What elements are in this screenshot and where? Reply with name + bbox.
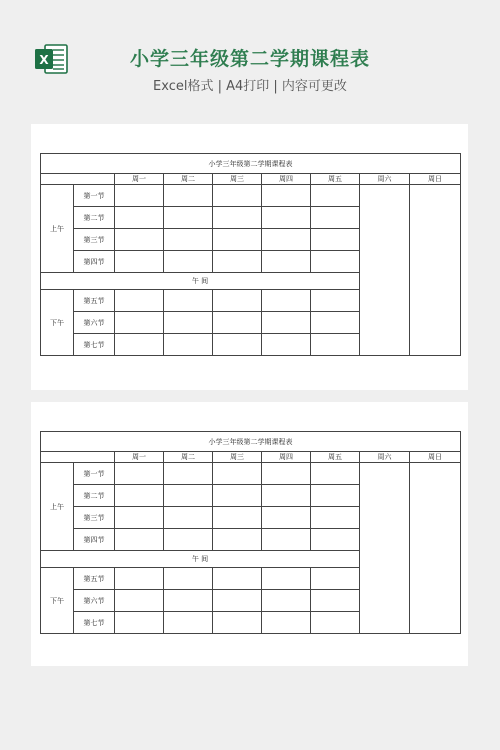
day-header: 周日: [410, 452, 461, 463]
day-header: 周四: [262, 452, 311, 463]
period-label: 第四节: [74, 529, 115, 551]
schedule-sheet: [40, 431, 460, 634]
afternoon-label: 下午: [41, 568, 74, 634]
class-cell[interactable]: [311, 334, 360, 356]
class-cell[interactable]: [115, 229, 164, 251]
period-label: 第七节: [74, 334, 115, 356]
noon-label: 午 间: [41, 551, 360, 568]
day-header-row: [41, 452, 461, 463]
day-header: 周三: [213, 452, 262, 463]
preview-card-2: [31, 402, 468, 666]
class-cell[interactable]: [115, 334, 164, 356]
class-cell[interactable]: [311, 507, 360, 529]
class-cell[interactable]: [311, 529, 360, 551]
class-cell[interactable]: [213, 590, 262, 612]
saturday-cell[interactable]: [360, 185, 410, 356]
afternoon-label: 下午: [41, 290, 74, 356]
class-cell[interactable]: [213, 507, 262, 529]
class-cell[interactable]: [311, 612, 360, 634]
class-cell[interactable]: [262, 251, 311, 273]
class-cell[interactable]: [115, 507, 164, 529]
class-cell[interactable]: [213, 529, 262, 551]
class-cell[interactable]: [262, 312, 311, 334]
corner-cell: [41, 452, 115, 463]
day-header: 周四: [262, 174, 311, 185]
class-cell[interactable]: [262, 334, 311, 356]
page-subtitle: Excel格式 | A4打印 | 内容可更改: [153, 79, 347, 94]
period-label: 第四节: [74, 251, 115, 273]
page-header: [0, 0, 500, 110]
class-cell[interactable]: [262, 529, 311, 551]
class-cell[interactable]: [213, 568, 262, 590]
class-cell[interactable]: [164, 529, 213, 551]
table-row: [41, 463, 461, 485]
class-cell[interactable]: [164, 229, 213, 251]
class-cell[interactable]: [213, 485, 262, 507]
corner-cell: [41, 174, 115, 185]
class-cell[interactable]: [262, 207, 311, 229]
class-cell[interactable]: [311, 485, 360, 507]
period-label: 第一节: [74, 185, 115, 207]
day-header: 周六: [360, 174, 410, 185]
class-cell[interactable]: [213, 334, 262, 356]
schedule-title: 小学三年级第二学期课程表: [41, 154, 461, 174]
period-label: 第一节: [74, 463, 115, 485]
class-cell[interactable]: [115, 251, 164, 273]
schedule-table: [40, 153, 461, 356]
class-cell[interactable]: [164, 185, 213, 207]
class-cell[interactable]: [262, 463, 311, 485]
day-header: 周日: [410, 174, 461, 185]
class-cell[interactable]: [262, 590, 311, 612]
period-label: 第五节: [74, 568, 115, 590]
page-title: 小学三年级第二学期课程表: [129, 48, 370, 70]
class-cell[interactable]: [213, 463, 262, 485]
class-cell[interactable]: [262, 185, 311, 207]
class-cell[interactable]: [213, 612, 262, 634]
class-cell[interactable]: [164, 312, 213, 334]
day-header: 周三: [213, 174, 262, 185]
class-cell[interactable]: [262, 612, 311, 634]
day-header: 周二: [164, 174, 213, 185]
class-cell[interactable]: [311, 568, 360, 590]
period-label: 第二节: [74, 207, 115, 229]
class-cell[interactable]: [213, 251, 262, 273]
schedule-sheet: [40, 153, 460, 356]
morning-label: 上午: [41, 185, 74, 273]
class-cell[interactable]: [213, 229, 262, 251]
day-header: 周一: [115, 452, 164, 463]
class-cell[interactable]: [262, 507, 311, 529]
class-cell[interactable]: [164, 207, 213, 229]
class-cell[interactable]: [115, 185, 164, 207]
class-cell[interactable]: [311, 251, 360, 273]
class-cell[interactable]: [164, 251, 213, 273]
class-cell[interactable]: [164, 568, 213, 590]
class-cell[interactable]: [115, 612, 164, 634]
class-cell[interactable]: [115, 590, 164, 612]
period-label: 第三节: [74, 507, 115, 529]
class-cell[interactable]: [164, 612, 213, 634]
day-header: 周二: [164, 452, 213, 463]
class-cell[interactable]: [262, 229, 311, 251]
class-cell[interactable]: [311, 590, 360, 612]
saturday-cell[interactable]: [360, 463, 410, 634]
morning-label: 上午: [41, 463, 74, 551]
period-label: 第六节: [74, 590, 115, 612]
class-cell[interactable]: [213, 312, 262, 334]
period-label: 第二节: [74, 485, 115, 507]
class-cell[interactable]: [213, 290, 262, 312]
day-header: 周五: [311, 452, 360, 463]
class-cell[interactable]: [213, 185, 262, 207]
day-header: 周五: [311, 174, 360, 185]
class-cell[interactable]: [311, 185, 360, 207]
preview-card-1: [31, 124, 468, 390]
class-cell[interactable]: [311, 290, 360, 312]
period-label: 第六节: [74, 312, 115, 334]
class-cell[interactable]: [164, 590, 213, 612]
class-cell[interactable]: [262, 290, 311, 312]
schedule-title: 小学三年级第二学期课程表: [41, 432, 461, 452]
schedule-table: [40, 431, 461, 634]
class-cell[interactable]: [115, 463, 164, 485]
period-label: 第五节: [74, 290, 115, 312]
class-cell[interactable]: [115, 529, 164, 551]
sunday-cell[interactable]: [410, 185, 461, 356]
class-cell[interactable]: [164, 485, 213, 507]
class-cell[interactable]: [262, 485, 311, 507]
class-cell[interactable]: [115, 207, 164, 229]
class-cell[interactable]: [164, 463, 213, 485]
class-cell[interactable]: [262, 568, 311, 590]
class-cell[interactable]: [213, 207, 262, 229]
class-cell[interactable]: [311, 463, 360, 485]
class-cell[interactable]: [311, 207, 360, 229]
period-label: 第七节: [74, 612, 115, 634]
class-cell[interactable]: [115, 290, 164, 312]
class-cell[interactable]: [164, 334, 213, 356]
class-cell[interactable]: [115, 312, 164, 334]
class-cell[interactable]: [115, 485, 164, 507]
class-cell[interactable]: [311, 312, 360, 334]
class-cell[interactable]: [115, 568, 164, 590]
class-cell[interactable]: [311, 229, 360, 251]
period-label: 第三节: [74, 229, 115, 251]
class-cell[interactable]: [164, 507, 213, 529]
class-cell[interactable]: [164, 290, 213, 312]
table-row: [41, 185, 461, 207]
day-header: 周六: [360, 452, 410, 463]
day-header: 周一: [115, 174, 164, 185]
day-header-row: [41, 174, 461, 185]
excel-icon-letter: X: [39, 53, 49, 67]
noon-label: 午 间: [41, 273, 360, 290]
sunday-cell[interactable]: [410, 463, 461, 634]
